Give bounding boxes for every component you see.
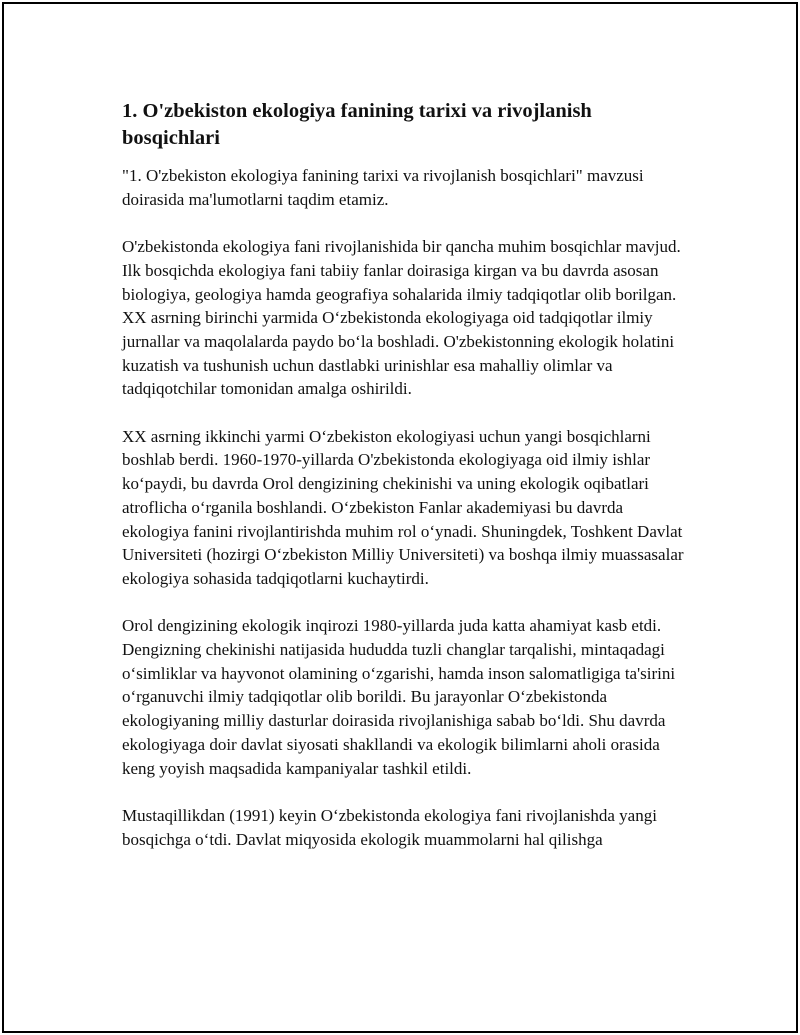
document-heading: 1. O'zbekiston ekologiya fanining tarixi va rivojlanish bosqichlari — [122, 100, 592, 149]
paragraph-aral-sea-crisis: Orol dengizining ekologik inqirozi 1980-yillarda juda katta ahamiyat kasb etdi. Dengizning chekinishi natijasida hududda tuzli changlar tarqalishi, mintaqadagi o‘simliklar va hayvonot olamining o‘zgarishi, hamda inson salomatligiga ta'sirini o‘rganuvchi ilmiy tadqiqotlar olib borildi. Bu jarayonlar O‘zbekistonda ekologiyaning milliy dasturlar doirasida rivojlanishiga sabab bo‘ldi. Shu davrda ekologiyaga doir davlat siyosati shakllandi va ekologik bilimlarni aholi orasida keng yoyish maqsadida kampaniyalar tashkil etildi. — [122, 616, 676, 778]
document-body — [122, 98, 694, 875]
paragraph-independence: Mustaqillikdan (1991) keyin O‘zbekistonda ekologiya fani rivojlanishda yangi bosqichga o‘tdi. Davlat miqyosida ekologik muammolarni hal qilishga — [122, 805, 657, 849]
page-frame — [2, 2, 798, 1033]
paragraph-early-stages: O'zbekistonda ekologiya fani rivojlanishida bir qancha muhim bosqichlar mavjud. Ilk bosqichda ekologiya fani tabiiy fanlar doirasiga kirgan va bu davrda asosan biologiya, geologiya hamda geografiya sohalarida ilmiy tadqiqotlar olib borilgan. XX asrning birinchi yarmida O‘zbekistonda ekologiyaga oid tadqiqotlar ilmiy jurnallar va maqolalarda paydo bo‘la boshladi. O'zbekistonning ekologik holatini kuzatish va tushunish uchun dastlabki urinishlar esa mahalliy olimlar va tadqiqotchilar tomonidan amalga oshirildi. — [122, 237, 681, 399]
paragraph-intro: "1. O'zbekiston ekologiya fanining tarixi va rivojlanish bosqichlari" mavzusi doirasida ma'lumotlarni taqdim etamiz. — [122, 166, 644, 209]
paragraph-second-half-20th-century: XX asrning ikkinchi yarmi O‘zbekiston ekologiyasi uchun yangi bosqichlarni boshlab berdi. 1960-1970-yillarda O'zbekistonda ekologiyaga oid ilmiy ishlar ko‘paydi, bu davrda Orol dengizining chekinishi va uning ekologik oqibatlari atroflicha o‘rganila boshlandi. O‘zbekiston Fanlar akademiyasi bu davrda ekologiya fanini rivojlantirishda muhim rol o‘ynadi. Shuningdek, Toshkent Davlat Universiteti (hozirgi O‘zbekiston Milliy Universiteti) va boshqa ilmiy muassasalar ekologiya sohasida tadqiqotlarni kuchaytirdi. — [122, 426, 684, 588]
